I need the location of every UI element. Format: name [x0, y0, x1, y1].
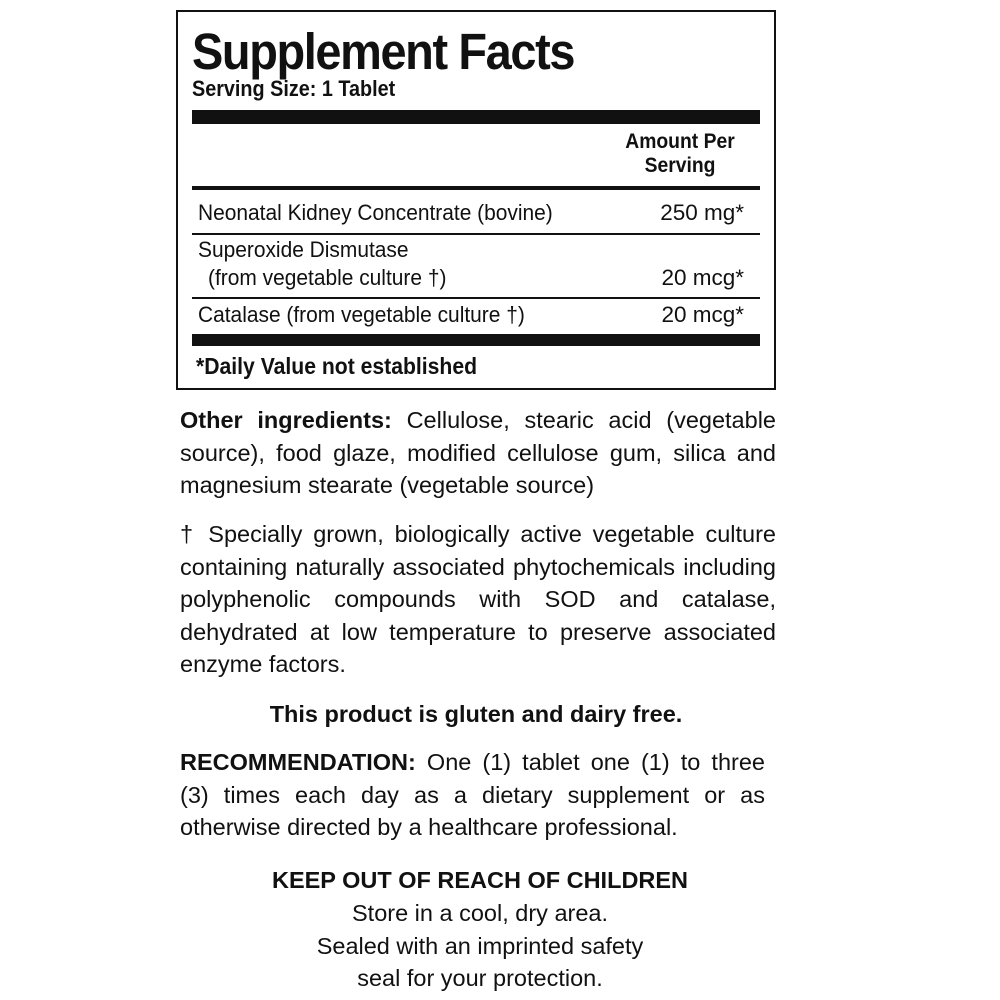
serving-size: Serving Size: 1 Tablet: [192, 76, 396, 101]
gluten-dairy-free: This product is gluten and dairy free.: [269, 701, 683, 727]
header-bar: [192, 110, 760, 124]
amount-header-line1: Amount Per: [625, 130, 735, 153]
culture-note: † Specially grown, biologically active vegetable culture containing naturally associated phytochemicals including polyphenolic compounds with SOD and catalase, dehydrated at low temperature to preserve associated enzyme factors.: [180, 521, 776, 678]
ingredient-amount: 250 mg*: [660, 200, 744, 225]
daily-value-note: *Daily Value not established: [196, 353, 478, 379]
column-header-rule: [192, 186, 760, 190]
row-divider: [192, 297, 760, 299]
ingredient-name: Superoxide Dismutase: [198, 237, 409, 262]
ingredient-amount: 20 mcg*: [661, 302, 744, 327]
protection-line: seal for your protection.: [357, 965, 603, 991]
supplement-facts-panel: [176, 10, 776, 390]
seal-line: Sealed with an imprinted safety: [316, 933, 644, 959]
facts-title: Supplement Facts: [192, 23, 575, 80]
recommendation-label: RECOMMENDATION:: [180, 749, 416, 775]
recommendation: [180, 746, 765, 844]
amount-header-line2: Serving: [644, 154, 716, 177]
storage-line: Store in a cool, dry area.: [351, 900, 609, 926]
ingredient-name: Catalase (from vegetable culture †): [198, 302, 525, 327]
ingredient-name-source: (from vegetable culture †): [208, 265, 447, 290]
other-ingredients-label: Other ingredients:: [180, 407, 392, 433]
amount-per-serving-header: [614, 130, 746, 178]
ingredient-amount: 20 mcg*: [661, 265, 744, 290]
warning-heading: KEEP OUT OF REACH OF CHILDREN: [271, 867, 689, 893]
footer-bar: [192, 334, 760, 346]
ingredient-name: Neonatal Kidney Concentrate (bovine): [198, 200, 553, 225]
other-ingredients: [180, 404, 776, 502]
other-ingredients-text: Cellulose, stearic acid (vegetable source), food glaze, modified cellulose gum, silica and magnesium stearate (vegetable source): [180, 407, 776, 499]
recommendation-text: One (1) tablet one (1) to three (3) times each day as a dietary supplement or as otherwise directed by a healthcare professional.: [180, 749, 765, 841]
